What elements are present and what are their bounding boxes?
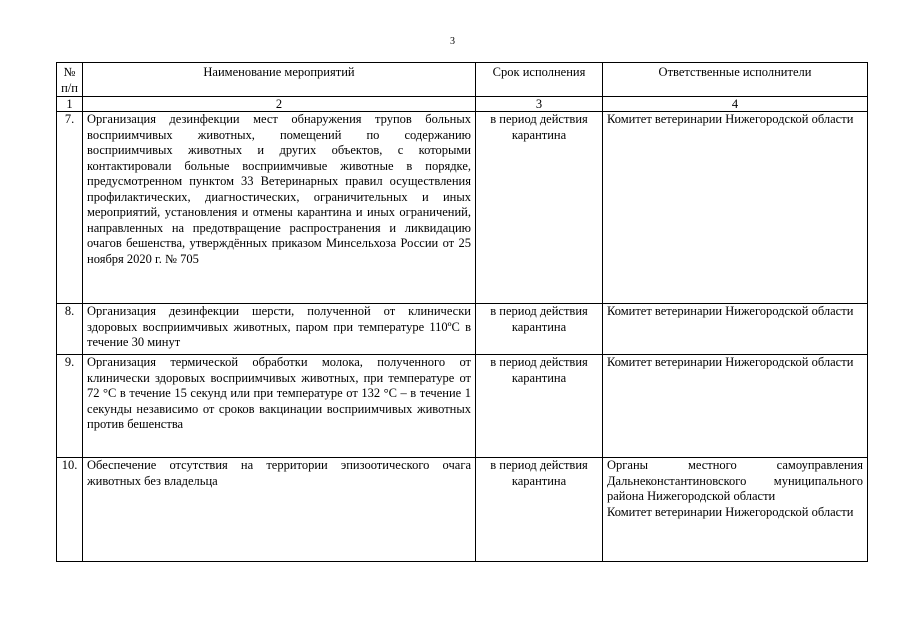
index-cell: 3 [476, 97, 603, 112]
measure-name: Обеспечение отсутствия на территории эпизоотического очага животных без владельца [83, 458, 476, 562]
responsible-cell [603, 112, 868, 304]
responsible-item: Комитет ветеринарии Нижегородской области [607, 504, 854, 519]
responsible-cell [603, 304, 868, 355]
header-name: Наименование мероприятий [83, 63, 476, 97]
measures-table [56, 62, 868, 562]
term-cell: в период действия карантина [476, 355, 603, 458]
row-number: 10. [57, 458, 83, 562]
responsible-item: Комитет ветеринарии Нижегородской области [607, 304, 854, 318]
responsible-cell [603, 458, 868, 562]
header-term: Срок исполнения [476, 63, 603, 97]
header-responsible: Ответственные исполнители [603, 63, 868, 97]
responsible-item: Органы местного самоуправления Дальнеконстантиновского муниципального района Нижегородской области [607, 458, 863, 503]
table-row [57, 304, 868, 355]
responsible-cell [603, 355, 868, 458]
measure-name: Организация дезинфекции шерсти, полученной от клинически здоровых восприимчивых животных, паром при температуре 110ºС в течение 30 минут [83, 304, 476, 355]
measure-name: Организация термической обработки молока, полученного от клинически здоровых восприимчивых животных, при температуре от 72 °С в течение 15 секунд или при температуре от 132 °С – в течение 1 секунды независимо от сроков вакцинации восприимчивых животных против бешенства [83, 355, 476, 458]
term-cell: в период действия карантина [476, 112, 603, 304]
table-row [57, 112, 868, 304]
index-cell: 1 [57, 97, 83, 112]
row-number: 7. [57, 112, 83, 304]
index-cell: 2 [83, 97, 476, 112]
responsible-item: Комитет ветеринарии Нижегородской области [607, 112, 854, 126]
term-cell: в период действия карантина [476, 304, 603, 355]
table-row [57, 355, 868, 458]
table-row [57, 458, 868, 562]
page-number: 3 [450, 36, 455, 47]
term-cell: в период действия карантина [476, 458, 603, 562]
table-header-row [57, 63, 868, 97]
responsible-item: Комитет ветеринарии Нижегородской области [607, 355, 854, 369]
header-num: № п/п [57, 63, 83, 97]
column-index-row [57, 97, 868, 112]
measure-name: Организация дезинфекции мест обнаружения трупов больных восприимчивых животных, помещений по содержанию восприимчивых животных и других объектов, с которыми контактировали больные восприимчивые животные в порядке, предусмотренном пунктом 33 Ветеринарных правил осуществления профилактических, диагностических, ограничительных и иных мероприятий, установления и отмены карантина и иных ограничений, направленных на предотвращение распространения и ликвидацию очагов бешенства, утверждённых приказом Минсельхоза России от 25 ноября 2020 г. № 705 [83, 112, 476, 304]
index-cell: 4 [603, 97, 868, 112]
row-number: 9. [57, 355, 83, 458]
row-number: 8. [57, 304, 83, 355]
